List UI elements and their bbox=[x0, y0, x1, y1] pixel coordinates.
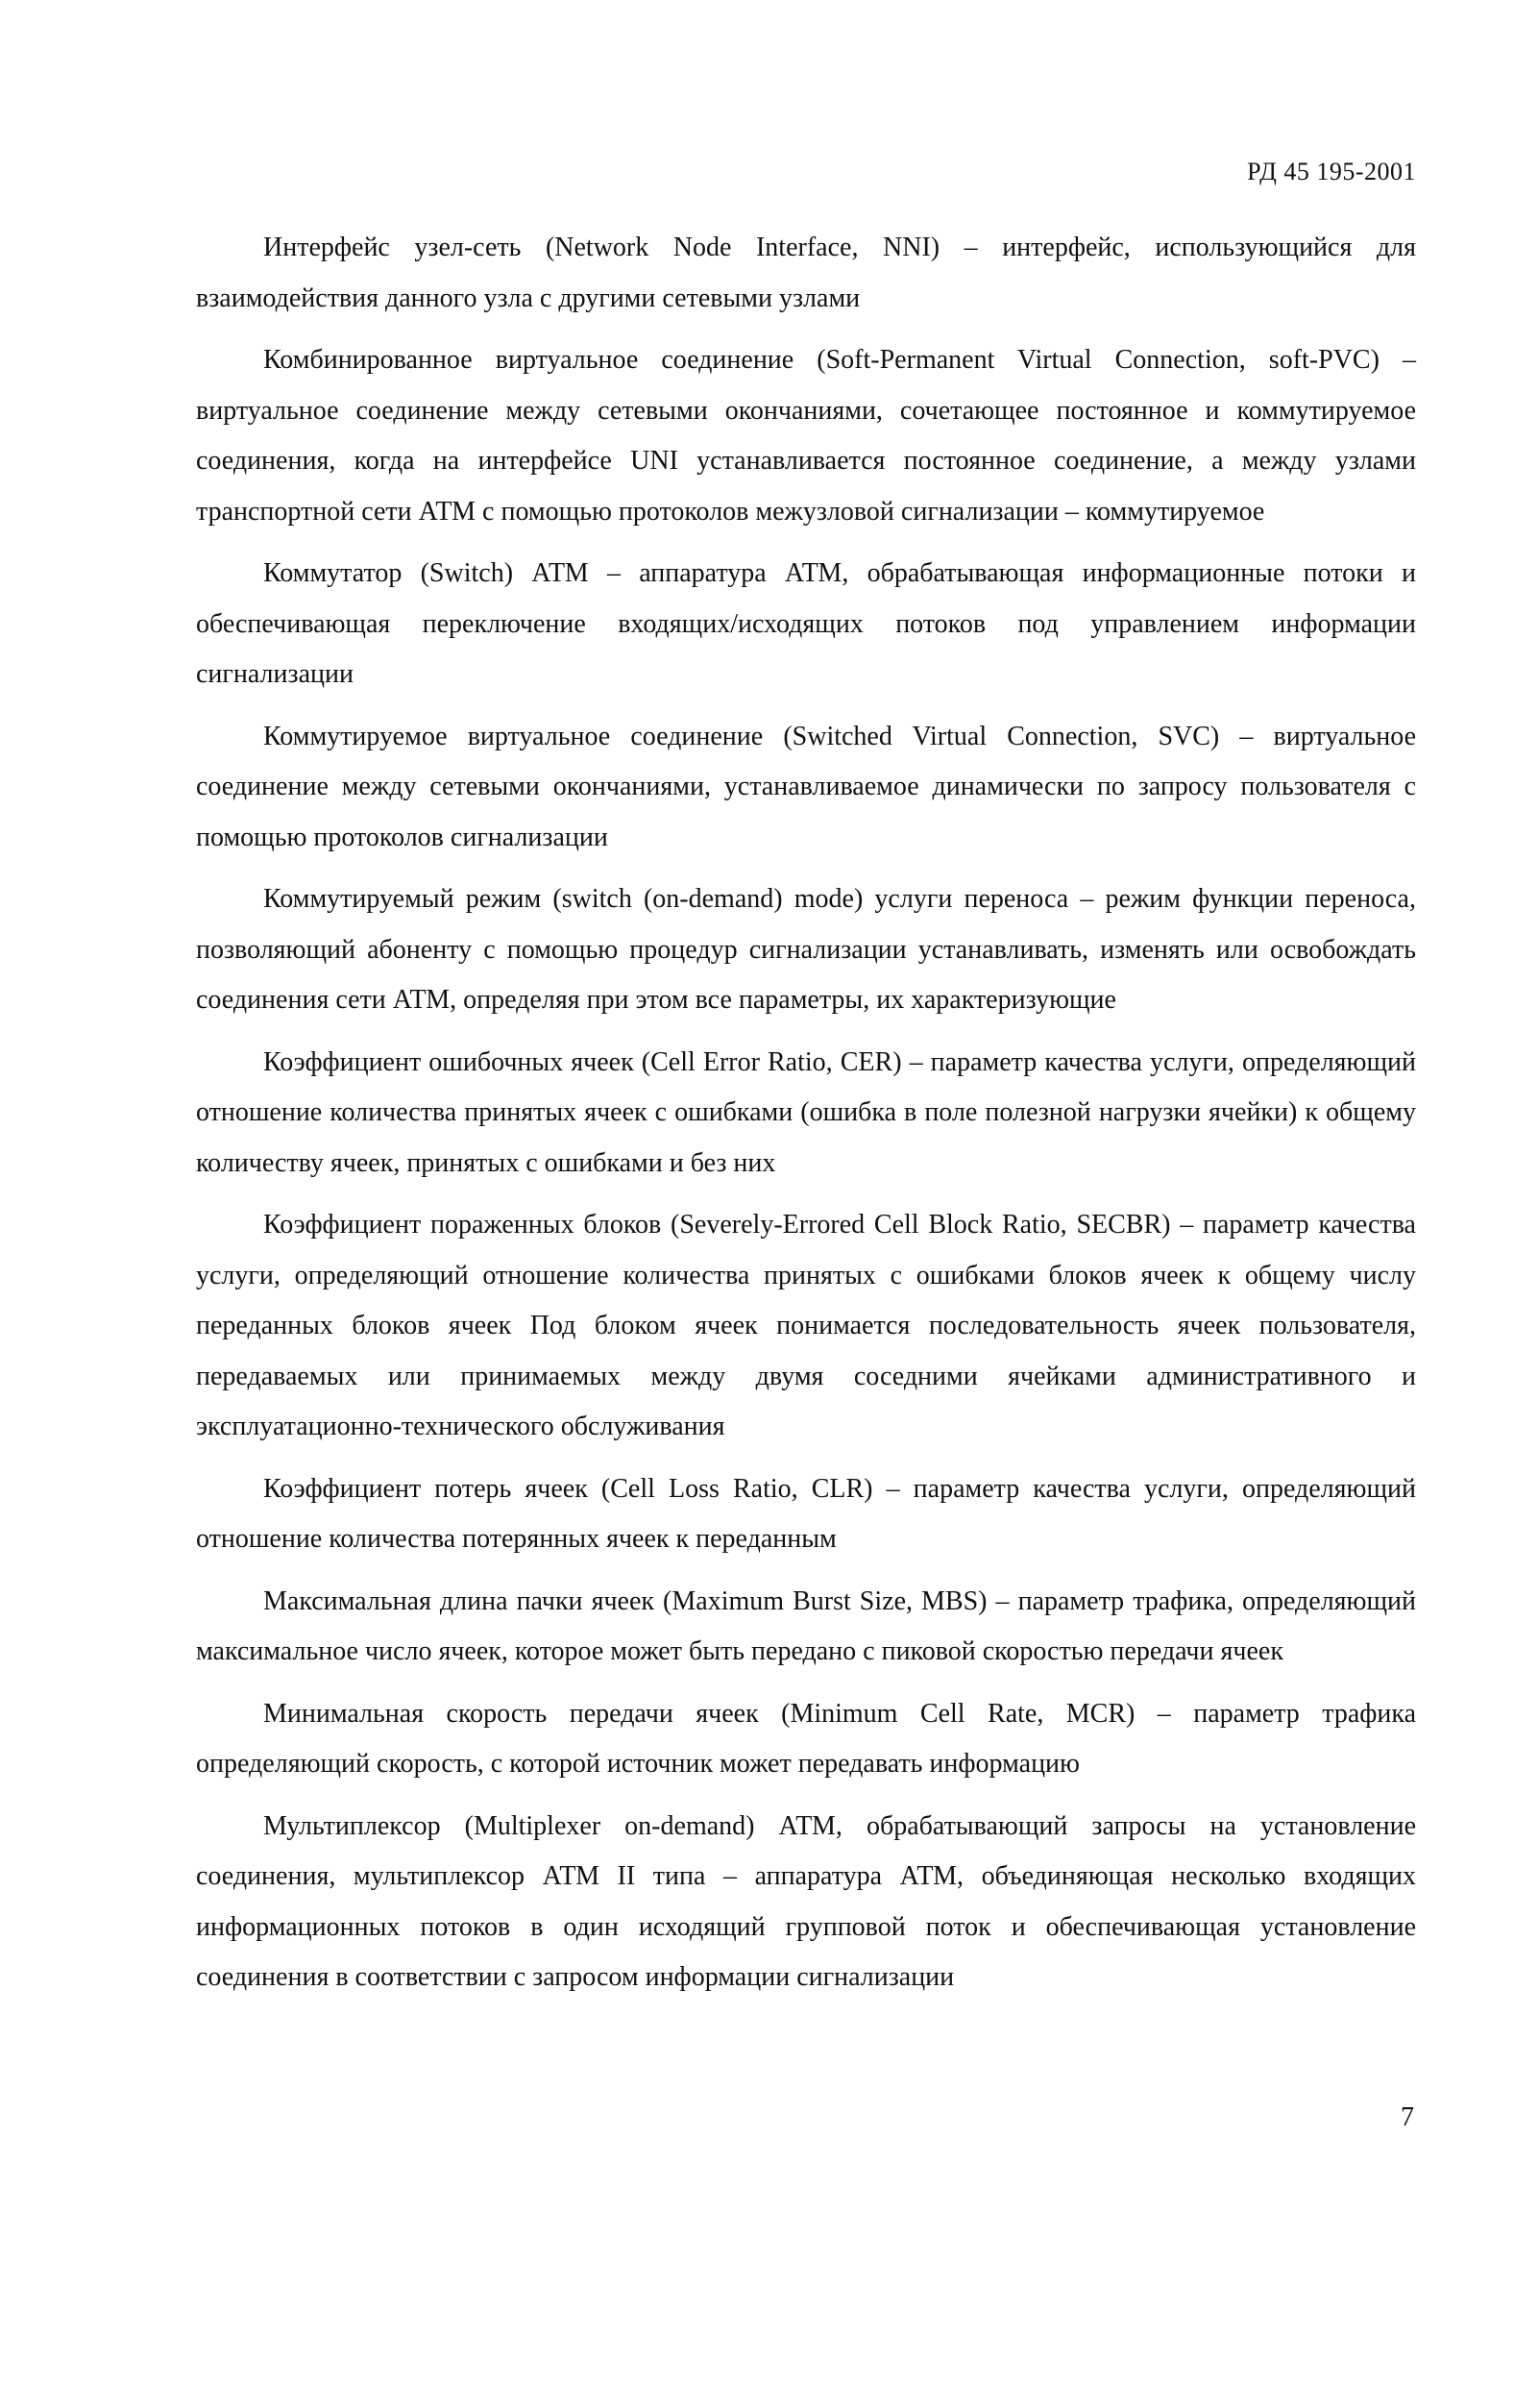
term-definition-switch-mode: Коммутируемый режим (switch (on-demand) mode) услуги переноса – режим функции переноса, позволяющий абоненту с помощью процедур сигнализации устанавливать, изменять или освобождать соединения сети АТМ, определяя при этом все параметры, их характеризующие bbox=[196, 884, 1416, 1015]
document-body bbox=[196, 223, 1416, 2015]
term-definition-mcr: Минимальная скорость передачи ячеек (Minimum Cell Rate, MCR) – параметр трафика определяющий скорость, с которой источник может передавать информацию bbox=[196, 1698, 1416, 1779]
term-definition-clr: Коэффициент потерь ячеек (Cell Loss Ratio, CLR) – параметр качества услуги, определяющий отношение количества потерянных ячеек к переданным bbox=[196, 1473, 1416, 1554]
term-definition-cer: Коэффициент ошибочных ячеек (Cell Error Ratio, CER) – параметр качества услуги, определяющий отношение количества принятых ячеек с ошибками (ошибка в поле полезной нагрузки ячейки) к общему количеству ячеек, принятых с ошибками и без них bbox=[196, 1046, 1416, 1178]
term-definition-secbr: Коэффициент пораженных блоков (Severely-Errored Cell Block Ratio, SECBR) – параметр качества услуги, определяющий отношение количества принятых с ошибками блоков ячеек к общему числу переданных блоков ячеек Под блоком ячеек понимается последовательность ячеек пользователя, передаваемых или принимаемых между двумя соседними ячейками административного и эксплуатационно-технического обслуживания bbox=[196, 1210, 1416, 1441]
document-code-header: РД 45 195-2001 bbox=[1247, 158, 1416, 185]
term-definition-svc: Коммутируемое виртуальное соединение (Switched Virtual Connection, SVC) – виртуальное соединение между сетевыми окончаниями, устанавливаемое динамически по запросу пользователя с помощью протоколов сигнализации bbox=[196, 721, 1416, 852]
term-definition-switch: Коммутатор (Switch) АТМ – аппаратура АТМ, обрабатывающая информационные потоки и обеспечивающая переключение входящих/исходящих потоков под управлением информации сигнализации bbox=[196, 558, 1416, 689]
page-number: 7 bbox=[1401, 2102, 1414, 2132]
term-definition-soft-pvc: Комбинированное виртуальное соединение (Soft-Permanent Virtual Connection, soft-PVC) – виртуальное соединение между сетевыми окончаниями, сочетающее постоянное и коммутируемое соединения, когда на интерфейсе UNI устанавливается постоянное соединение, а между узлами транспортной сети АТМ с помощью протоколов межузловой сигнализации – коммутируемое bbox=[196, 345, 1416, 527]
term-definition-nni: Интерфейс узел-сеть (Network Node Interface, NNI) – интерфейс, использующийся для взаимодействия данного узла с другими сетевыми узлами bbox=[196, 233, 1416, 313]
term-definition-mbs: Максимальная длина пачки ячеек (Maximum Burst Size, MBS) – параметр трафика, определяющий максимальное число ячеек, которое может быть передано с пиковой скоростью передачи ячеек bbox=[196, 1585, 1416, 1666]
term-definition-multiplexer: Мультиплексор (Multiplexer on-demand) АТМ, обрабатывающий запросы на установление соединения, мультиплексор АТМ II типа – аппаратура АТМ, объединяющая несколько входящих информационных потоков в один исходящий групповой поток и обеспечивающая установление соединения в соответствии с запросом информации сигнализации bbox=[196, 1810, 1416, 1992]
